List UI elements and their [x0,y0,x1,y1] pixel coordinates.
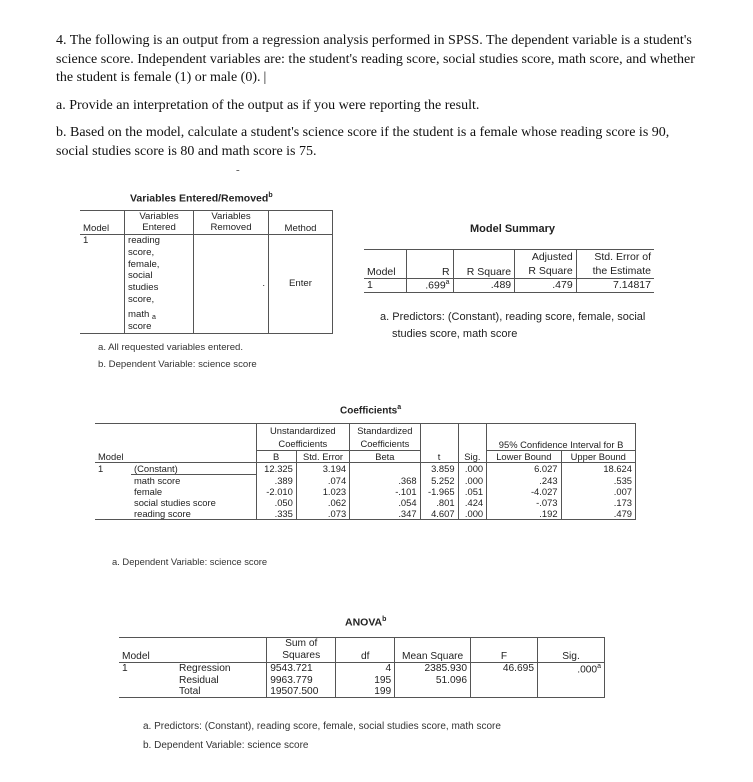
coef-b: -2.010 [256,486,296,497]
coef-se: .074 [296,475,349,487]
coef-header-unstd: Unstandardized Coefficients [256,424,350,451]
coef-header-t: t [420,451,458,463]
vt-header-entered: Variables Entered [125,211,194,235]
anova-header-df: df [336,638,395,663]
table-row [95,463,636,475]
question-intro [56,32,696,88]
anova-model: 1 [119,663,155,698]
anova-sig: .000$^a$ [538,663,605,676]
coef-beta: .347 [350,508,420,520]
anova-f: 46.695 [471,663,538,676]
coef-header-model: Model [95,451,256,463]
ms-header-rsq: R Square [453,250,515,279]
coef-header-b: B [256,451,296,463]
anova-ms: 51.096 [395,675,471,686]
coef-upper: .007 [561,486,635,497]
coef-lower: 6.027 [487,463,561,475]
anova-title: ANOVA$^b$ [345,616,387,629]
anova-header-ss: Sum of Squares [267,638,336,663]
coef-t: .801 [420,497,458,508]
anova-row-name: Residual [179,675,219,687]
table-row [119,686,605,698]
variables-table-title: Variables Entered/Removed$^b$ [130,192,273,205]
anova-header-model: Model [119,638,267,663]
anova-sig [538,686,605,698]
ms-footnote: a. Predictors: (Constant), reading score, female, social studies score, math score [380,311,646,340]
anova-ms [395,686,471,698]
anova-footnote-b: b. Dependent Variable: science score [143,740,309,751]
coef-model: 1 [95,463,131,520]
coef-t: 4.607 [420,508,458,520]
coef-row-name: female [134,486,163,497]
ms-header-se: Std. Error of the Estimate [576,250,654,279]
coef-lower: -.073 [487,497,561,508]
coef-upper: 18.624 [561,463,635,475]
ms-header-r: R [406,250,453,279]
coefficients-table [95,423,636,520]
coef-se: 1.023 [296,486,349,497]
coef-se: .062 [296,497,349,508]
vt-footnote-b: b. Dependent Variable: science score [98,359,257,370]
vt-header-removed: Variables Removed [194,211,269,235]
table-row [95,497,636,508]
ms-r: .699$^a$ [406,279,453,293]
coef-lower: .192 [487,508,561,520]
vt-method: Enter [269,235,333,334]
ms-header-adj: Adjusted R Square [515,250,577,279]
coef-t: -1.965 [420,486,458,497]
coef-beta: .368 [350,475,420,487]
anova-footnote-a: a. Predictors: (Constant), reading score, female, social studies score, math score [143,721,501,732]
ms-header-model: Model [364,250,406,279]
coef-sig: .000 [458,475,487,487]
coef-header-se: Std. Error [296,451,349,463]
vt-entered: reading score, female, social studies score, math $^a$ score [125,235,194,334]
anova-ms: 2385.930 [395,663,471,676]
coef-beta: -.101 [350,486,420,497]
question-intro-text: 4. The following is an output from a regression analysis performed in SPSS. The dependent variable is a student's science score. Independent variables are: the student's reading score, social studies score, math score, and whether the student is female (1) or male (0). [56,33,695,85]
anova-header-sig: Sig. [538,638,605,663]
coef-header-lower: Lower Bound [487,451,561,463]
coef-header-std: Standardized Coefficients [350,424,420,451]
coef-upper: .173 [561,497,635,508]
table-row [95,475,636,487]
anova-row-name: Regression [179,663,231,674]
anova-f [471,675,538,686]
anova-df: 195 [336,675,395,686]
coef-header-upper: Upper Bound [561,451,635,463]
coef-row-name: (Constant) [131,463,256,475]
coef-header-sig: Sig. [458,451,487,463]
anova-sig [538,675,605,686]
coef-footnote: a. Dependent Variable: science score [112,556,268,567]
anova-header-f: F [471,638,538,663]
ms-model: 1 [364,279,406,293]
ms-adj: .479 [515,279,577,293]
model-summary-title: Model Summary [470,223,555,235]
coef-upper: .479 [561,508,635,520]
coef-t: 3.859 [420,463,458,475]
ms-se: 7.14817 [576,279,654,293]
coef-b: .389 [256,475,296,487]
anova-f [471,686,538,698]
coef-b: .335 [256,508,296,520]
coef-row-name: social studies score [134,497,216,508]
coef-sig: .424 [458,497,487,508]
anova-ss: 9963.779 [267,675,336,686]
coef-se: 3.194 [296,463,349,475]
coef-sig: .000 [458,463,487,475]
vt-footnote-a: a. All requested variables entered. [98,342,244,353]
coef-beta [350,463,420,475]
vt-header-method: Method [269,211,333,235]
variables-table [80,210,333,334]
stray-mark: - [236,164,240,176]
anova-header-ms: Mean Square [395,638,471,663]
text-cursor: | [263,70,267,85]
coef-header-ci: 95% Confidence Interval for B [487,424,636,451]
anova-table [119,637,605,698]
coef-beta: .054 [350,497,420,508]
anova-row-name: Total [155,686,267,698]
coef-b: 12.325 [256,463,296,475]
coef-sig: .000 [458,508,487,520]
coef-lower: .243 [487,475,561,487]
table-row [119,675,605,686]
question-part-b: b. Based on the model, calculate a student's science score if the student is a female whose reading score is 90, social studies score is 80 and math score is 75. [56,125,670,159]
coef-b: .050 [256,497,296,508]
anova-ss: 19507.500 [267,686,336,698]
coef-sig: .051 [458,486,487,497]
table-row [95,508,636,520]
model-summary-table [364,249,654,293]
table-row [119,663,605,676]
coef-se: .073 [296,508,349,520]
coef-row-name: math score [134,475,181,486]
coef-row-name: reading score [131,508,256,520]
coef-lower: -4.027 [487,486,561,497]
coef-header-beta: Beta [350,451,420,463]
anova-ss: 9543.721 [267,663,336,676]
anova-df: 4 [336,663,395,676]
vt-removed: . [194,235,269,334]
coef-upper: .535 [561,475,635,487]
ms-rsq: .489 [453,279,515,293]
question-part-a: a. Provide an interpretation of the output as if you were reporting the result. [56,97,480,113]
coef-t: 5.252 [420,475,458,487]
question-text [56,32,696,170]
vt-model: 1 [80,235,125,334]
vt-header-model: Model [80,211,125,235]
anova-df: 199 [336,686,395,698]
coefficients-title: Coefficients$^a$ [340,404,402,417]
table-row [95,486,636,497]
